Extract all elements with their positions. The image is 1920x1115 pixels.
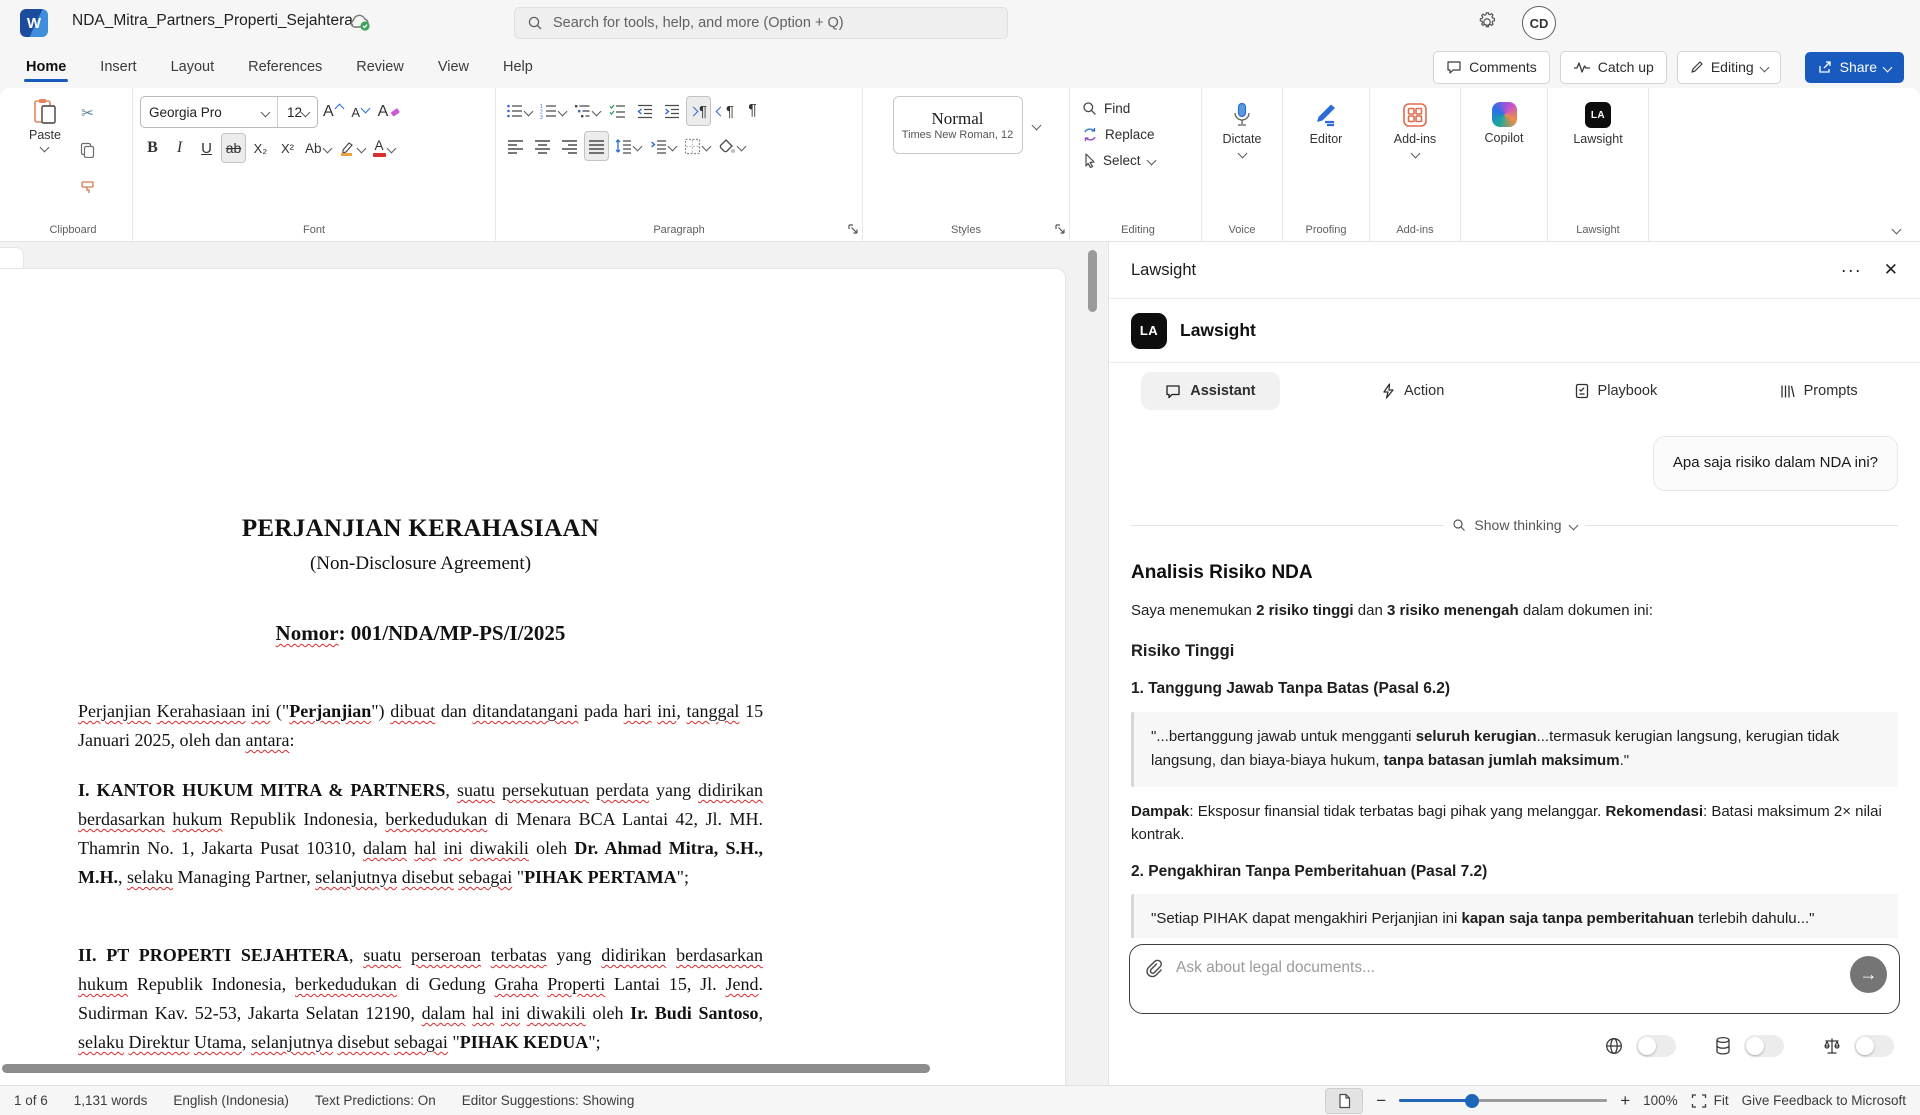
- paragraph-dialog-launcher-icon[interactable]: [847, 223, 859, 235]
- page-view-button[interactable]: [1325, 1088, 1363, 1114]
- playbook-checklist-icon: [1575, 383, 1589, 399]
- superscript-button[interactable]: X²: [281, 140, 294, 156]
- replace-label: Replace: [1105, 126, 1155, 142]
- bold-button[interactable]: B: [147, 139, 158, 156]
- risk-1-quote: "...bertanggung jawab untuk mengganti seluruh kerugian...termasuk kerugian langsung, kerugian tidak langsung, dan biaya-biaya hukum, tanpa batasan jumlah maksimum.": [1131, 712, 1898, 788]
- voice-group-label: Voice: [1228, 224, 1256, 236]
- lawsight-group-label: Lawsight: [1576, 224, 1620, 236]
- editing-label: Editing: [1710, 59, 1754, 75]
- multilevel-list-button[interactable]: [571, 96, 603, 126]
- fit-label[interactable]: Fit: [1713, 1093, 1729, 1108]
- tab-review[interactable]: Review: [356, 59, 404, 75]
- lawsight-panel: [1108, 242, 1920, 1085]
- action-lightning-icon: [1382, 383, 1395, 399]
- risk-2-title: 2. Pengakhiran Tanpa Pemberitahuan (Pasal 7.2): [1131, 863, 1488, 880]
- decrease-indent-button[interactable]: [632, 96, 657, 126]
- group-paragraph: [496, 88, 863, 241]
- group-voice: [1202, 88, 1283, 241]
- paragraph-spacing-button[interactable]: [646, 131, 679, 161]
- document-title[interactable]: NDA_Mitra_Partners_Properti_Sejahtera: [72, 12, 353, 29]
- web-globe-icon: [1604, 1036, 1624, 1056]
- line-spacing-button[interactable]: [611, 131, 644, 161]
- app-search[interactable]: [514, 7, 1008, 39]
- title-bar: [0, 0, 1920, 46]
- replace-button[interactable]: [1082, 122, 1194, 146]
- align-left-button[interactable]: [503, 131, 528, 161]
- panel-header: [1109, 242, 1920, 299]
- editor-label: Editor: [1309, 132, 1343, 146]
- subscript-button[interactable]: X₂: [253, 140, 268, 156]
- font-name-value: Georgia Pro: [149, 104, 222, 120]
- brand-name: Lawsight: [1180, 320, 1256, 340]
- comments-icon: [1446, 60, 1462, 75]
- cut-button[interactable]: ✂: [81, 105, 94, 122]
- clear-formatting-button[interactable]: A: [375, 97, 404, 127]
- page-indicator[interactable]: 1 of 6: [14, 1093, 48, 1108]
- risk-1-impact: Dampak: Eksposur finansial tidak terbatas bagi pihak yang melanggar. Rekomendasi: Batasi maksimum 2× nilai kontrak.: [1131, 803, 1882, 843]
- format-painter-button[interactable]: [75, 172, 100, 202]
- database-toggle[interactable]: [1744, 1035, 1784, 1057]
- tab-help[interactable]: Help: [502, 59, 533, 75]
- styles-gallery-chevron-icon[interactable]: [1031, 120, 1041, 130]
- prompts-tab-label: Prompts: [1803, 383, 1858, 399]
- paste-label: Paste: [29, 128, 61, 142]
- style-desc: Times New Roman, 12: [901, 129, 1014, 141]
- italic-button[interactable]: I: [176, 139, 183, 156]
- risk-1-title: 1. Tanggung Jawab Tanpa Batas (Pasal 6.2): [1131, 680, 1450, 698]
- risk-2-quote: "Setiap PIHAK dapat mengakhiri Perjanjian ini kapan saja tanpa pemberitahuan terlebih dahulu...": [1131, 894, 1898, 938]
- zoom-slider-handle[interactable]: [1465, 1094, 1479, 1108]
- copilot-button[interactable]: [1468, 96, 1540, 145]
- send-button[interactable]: →: [1850, 956, 1887, 993]
- shading-button[interactable]: [715, 131, 748, 161]
- search-input[interactable]: [551, 14, 995, 32]
- numbered-list-button[interactable]: [537, 96, 569, 126]
- word-logo-icon[interactable]: W: [20, 9, 48, 37]
- group-addins: [1370, 88, 1461, 241]
- panel-brand-row: [1109, 299, 1920, 363]
- copy-button[interactable]: [75, 135, 100, 165]
- legal-scales-icon: [1822, 1036, 1842, 1056]
- fit-icon[interactable]: [1691, 1094, 1707, 1108]
- dictate-button[interactable]: [1209, 96, 1275, 157]
- svg-text:1: 1: [540, 104, 543, 110]
- editor-button[interactable]: [1290, 96, 1362, 146]
- group-font: [133, 88, 496, 241]
- align-center-button[interactable]: [530, 131, 555, 161]
- shrink-font-button[interactable]: A: [348, 97, 373, 127]
- document-canvas[interactable]: [0, 242, 1108, 1085]
- underline-button[interactable]: U: [201, 139, 212, 157]
- web-toggle[interactable]: [1636, 1035, 1676, 1057]
- addins-label: Add-ins: [1393, 132, 1437, 146]
- align-right-button[interactable]: [557, 131, 582, 161]
- panel-title: Lawsight: [1131, 260, 1197, 279]
- word-count[interactable]: 1,131 words: [73, 1093, 148, 1108]
- font-size-select[interactable]: [277, 97, 317, 127]
- select-label: Select: [1103, 152, 1141, 168]
- share-button[interactable]: [1805, 52, 1904, 83]
- zoom-in-button[interactable]: +: [1620, 1090, 1631, 1110]
- zoom-level[interactable]: 100%: [1643, 1093, 1678, 1108]
- find-button[interactable]: [1082, 96, 1194, 120]
- panel-close-icon[interactable]: ✕: [1883, 260, 1898, 279]
- lawsight-icon: LA: [1585, 102, 1611, 128]
- thinking-magnifier-icon: [1452, 518, 1466, 532]
- increase-indent-button[interactable]: [659, 96, 684, 126]
- group-editing: [1070, 88, 1202, 241]
- tab-layout[interactable]: Layout: [170, 59, 215, 75]
- show-thinking-toggle[interactable]: [1131, 515, 1898, 536]
- doc-paragraph-intro[interactable]: Perjanjian Kerahasiaan ini ("Perjanjian") dibuat dan ditandatangani pada hari ini, tanggal 15 Januari 2025, oleh dan antara:: [78, 701, 764, 750]
- styles-group-label: Styles: [951, 224, 981, 236]
- group-lawsight: [1548, 88, 1649, 241]
- ribbon-tab-strip: [0, 46, 1920, 88]
- justify-button[interactable]: [584, 131, 609, 161]
- lawsight-ribbon-button[interactable]: [1555, 96, 1641, 146]
- copilot-label: Copilot: [1484, 131, 1524, 145]
- ribbon: [0, 88, 1920, 242]
- editing-group-label: Editing: [1121, 224, 1155, 236]
- prompts-library-icon: [1780, 384, 1795, 399]
- copilot-icon: [1492, 102, 1517, 127]
- status-bar: [0, 1085, 1920, 1115]
- font-color-button[interactable]: A: [370, 133, 398, 163]
- attach-paperclip-icon[interactable]: [1145, 959, 1164, 978]
- settings-gear-icon[interactable]: [1476, 11, 1500, 35]
- tab-playbook[interactable]: [1515, 372, 1718, 410]
- analysis-summary: Saya menemukan 2 risiko tinggi dan 3 risiko menengah dalam dokumen ini:: [1131, 602, 1653, 619]
- editor-suggestions-indicator[interactable]: Editor Suggestions: Showing: [461, 1093, 635, 1108]
- group-proofing: [1283, 88, 1370, 241]
- font-name-select[interactable]: [141, 105, 277, 120]
- svg-text:3: 3: [540, 115, 543, 119]
- catch-up-button[interactable]: [1560, 51, 1667, 84]
- doc-paragraph-party-2[interactable]: II. PT PROPERTI SEJAHTERA, suatu perseroan terbatas yang didirikan berdasarkan hukum Republik Indonesia, berkedudukan di Gedung Graha Properti Lantai 15, Jl. Jend. Sudirman Kav. 52-53, Jakarta Selatan 12190, dalam hal ini diwakili oleh Ir. Budi Santoso, selaku Direktur Utama, selanjutnya disebut sebagai "PIHAK KEDUA";: [78, 945, 764, 1052]
- high-risk-heading: Risiko Tinggi: [1131, 641, 1235, 660]
- group-copilot: [1461, 88, 1548, 241]
- language-indicator[interactable]: English (Indonesia): [173, 1093, 289, 1108]
- font-group-label: Font: [302, 224, 325, 236]
- user-message-bubble: Apa saja risiko dalam NDA ini?: [1653, 436, 1898, 491]
- group-styles: [863, 88, 1070, 241]
- document-horizontal-scrollbar[interactable]: [2, 1064, 930, 1073]
- pencil-icon: [1690, 60, 1704, 74]
- zoom-out-button[interactable]: −: [1376, 1090, 1387, 1110]
- assistant-options-row: [1604, 1035, 1894, 1057]
- bullet-list-button[interactable]: [503, 96, 535, 126]
- panel-menu-icon[interactable]: ···: [1840, 259, 1862, 280]
- borders-button[interactable]: [681, 131, 713, 161]
- strikethrough-button[interactable]: ab: [221, 133, 246, 163]
- share-label: Share: [1839, 59, 1877, 75]
- search-icon: [527, 15, 543, 31]
- catch-up-label: Catch up: [1597, 59, 1654, 75]
- clipboard-group-label: Clipboard: [49, 224, 97, 236]
- editing-mode-button[interactable]: [1677, 51, 1781, 84]
- addins-button[interactable]: [1377, 96, 1453, 157]
- tab-home[interactable]: Home: [24, 50, 68, 84]
- feedback-link[interactable]: Give Feedback to Microsoft: [1741, 1093, 1906, 1108]
- lawsight-label: Lawsight: [1573, 132, 1623, 146]
- doc-paragraph-party-1[interactable]: I. KANTOR HUKUM MITRA & PARTNERS, suatu persekutuan perdata yang didirikan berdasarkan hukum Republik Indonesia, berkedudukan di Menara BCA Lantai 42, Jl. MH. Thamrin No. 1, Jakarta Pusat 10310, dalam hal ini diwakili oleh Dr. Ahmad Mitra, S.H., M.H., selaku Managing Partner, selanjutnya disebut sebagai "PIHAK PERTAMA";: [78, 780, 764, 887]
- tab-prompts[interactable]: [1717, 372, 1920, 410]
- share-icon: [1818, 60, 1833, 74]
- chat-input-box[interactable]: [1129, 944, 1900, 1014]
- style-normal-card[interactable]: [893, 96, 1023, 154]
- svg-text:2: 2: [540, 109, 543, 116]
- doc-subheading[interactable]: (Non-Disclosure Agreement): [309, 553, 532, 574]
- tab-action[interactable]: [1312, 372, 1515, 410]
- zoom-slider[interactable]: [1399, 1099, 1607, 1102]
- ltr-paragraph-button[interactable]: ¶: [686, 96, 711, 126]
- lawsight-logo: LA: [1131, 313, 1167, 349]
- document-page[interactable]: [0, 268, 1066, 1085]
- addins-group-label: Add-ins: [1396, 224, 1434, 236]
- legal-mode-toggle[interactable]: [1854, 1035, 1894, 1057]
- show-thinking-label: Show thinking: [1474, 516, 1562, 533]
- comments-button[interactable]: [1433, 51, 1550, 84]
- style-name: Normal: [931, 109, 984, 128]
- document-vertical-scrollbar[interactable]: [1088, 250, 1097, 312]
- tab-view[interactable]: View: [437, 59, 469, 75]
- comments-label: Comments: [1469, 59, 1537, 75]
- text-highlight-button[interactable]: [336, 133, 368, 163]
- select-button[interactable]: [1082, 148, 1194, 172]
- paste-button[interactable]: [21, 96, 69, 204]
- main-area: [0, 242, 1920, 1085]
- checklist-button[interactable]: [605, 96, 630, 126]
- font-size-value: 12: [287, 104, 303, 120]
- text-predictions-indicator[interactable]: Text Predictions: On: [314, 1093, 436, 1108]
- paragraph-group-label: Paragraph: [653, 224, 705, 236]
- group-clipboard: [14, 88, 133, 241]
- tab-references[interactable]: References: [248, 59, 323, 75]
- catch-up-icon: [1573, 61, 1591, 73]
- action-tab-label: Action: [1403, 383, 1445, 399]
- chat-thread[interactable]: [1109, 420, 1920, 938]
- find-label: Find: [1104, 100, 1131, 116]
- styles-dialog-launcher-icon[interactable]: [1054, 223, 1066, 235]
- doc-number-line[interactable]: Nomor: 001/NDA/MP-PS/I/2025: [275, 621, 566, 645]
- assistant-chat-icon: [1165, 384, 1181, 399]
- panel-tabs: [1109, 363, 1920, 419]
- playbook-tab-label: Playbook: [1597, 383, 1658, 399]
- analysis-title: Analisis Risiko NDA: [1131, 561, 1313, 583]
- database-icon: [1714, 1036, 1732, 1056]
- change-case-button[interactable]: Ab: [302, 133, 334, 163]
- tab-assistant[interactable]: [1109, 372, 1312, 410]
- chat-input[interactable]: [1174, 958, 1839, 978]
- cloud-saved-icon: [348, 12, 372, 32]
- doc-heading[interactable]: PERJANJIAN KERAHASIAAN: [241, 515, 600, 542]
- show-formatting-marks-button[interactable]: ¶: [748, 102, 757, 119]
- assistant-tab-label: Assistant: [1190, 383, 1256, 399]
- rtl-paragraph-button[interactable]: ¶: [713, 96, 738, 126]
- tab-insert[interactable]: Insert: [100, 59, 137, 75]
- proofing-group-label: Proofing: [1305, 224, 1347, 236]
- account-avatar[interactable]: CD: [1522, 6, 1556, 40]
- dictate-label: Dictate: [1222, 132, 1262, 146]
- grow-font-button[interactable]: A: [320, 97, 346, 127]
